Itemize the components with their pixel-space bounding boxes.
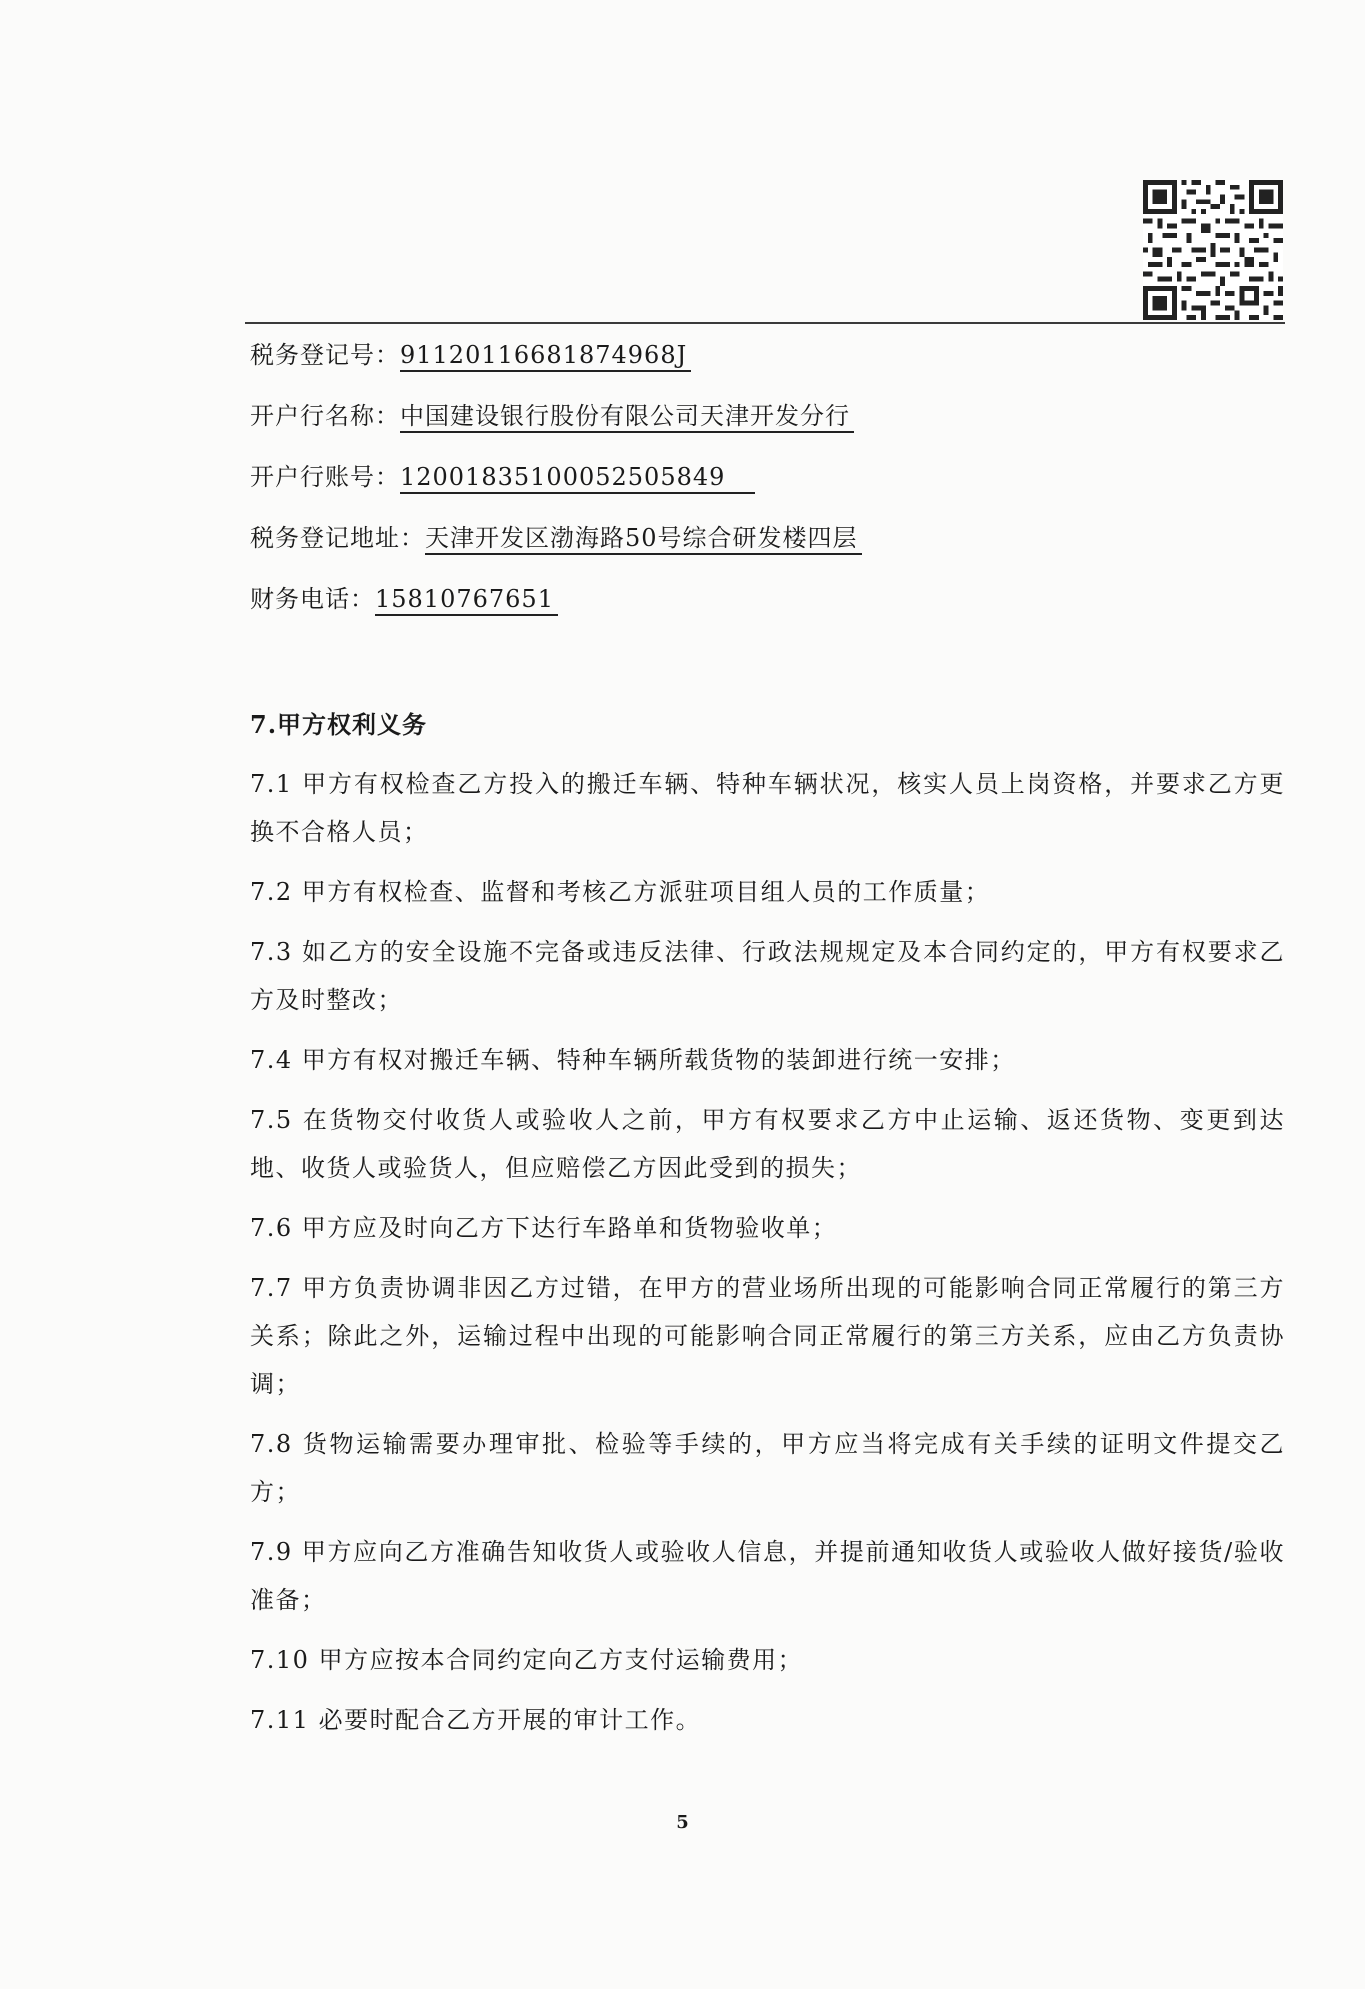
clause-7-10: 7.10 甲方应按本合同约定向乙方支付运输费用； <box>250 1646 804 1674</box>
bank-account-row <box>250 447 1250 508</box>
clause-7-2: 7.2 甲方有权检查、监督和考核乙方派驻项目组人员的工作质量； <box>250 878 991 906</box>
info-label: 开户行名称： <box>250 402 400 430</box>
finance-phone-row <box>250 569 1250 630</box>
header-divider <box>245 322 1285 324</box>
clause-7-1: 7.1 甲方有权检查乙方投入的搬迁车辆、特种车辆状况，核实人员上岗资格，并要求乙方更换不合格人员； <box>250 770 1285 846</box>
info-value: 中国建设银行股份有限公司天津开发分行 <box>400 401 854 433</box>
info-value: 12001835100052505849 <box>400 462 755 494</box>
tax-registration-number-row <box>250 325 1250 386</box>
info-value: 15810767651 <box>375 584 558 616</box>
clause-7-5: 7.5 在货物交付收货人或验收人之前，甲方有权要求乙方中止运输、返还货物、变更到达地、收货人或验货人，但应赔偿乙方因此受到的损失； <box>250 1106 1285 1182</box>
clause-7-8: 7.8 货物运输需要办理审批、检验等手续的，甲方应当将完成有关手续的证明文件提交乙方； <box>250 1430 1285 1506</box>
account-info <box>250 325 1250 630</box>
page-number: 5 <box>676 1812 689 1833</box>
info-label: 税务登记地址： <box>250 524 425 552</box>
section-title: 7.甲方权利义务 <box>250 710 428 739</box>
bank-name-row <box>250 386 1250 447</box>
clause-7-9: 7.9 甲方应向乙方准确告知收货人或验收人信息，并提前通知收货人或验收人做好接货/验收准备； <box>250 1538 1285 1614</box>
clause-7-11: 7.11 必要时配合乙方开展的审计工作。 <box>250 1706 702 1734</box>
info-label: 开户行账号： <box>250 463 400 491</box>
clause-7-3: 7.3 如乙方的安全设施不完备或违反法律、行政法规规定及本合同约定的，甲方有权要求乙方及时整改； <box>250 938 1285 1014</box>
info-value: 天津开发区渤海路50号综合研发楼四层 <box>425 523 862 555</box>
qr-code-icon <box>1143 180 1283 320</box>
clause-7-4: 7.4 甲方有权对搬迁车辆、特种车辆所载货物的装卸进行统一安排； <box>250 1046 1016 1074</box>
info-label: 财务电话： <box>250 585 375 613</box>
info-value: 91120116681874968J <box>400 340 691 372</box>
info-label: 税务登记号： <box>250 341 400 369</box>
clause-7-6: 7.6 甲方应及时向乙方下达行车路单和货物验收单； <box>250 1214 838 1242</box>
tax-address-row <box>250 508 1250 569</box>
clause-7-7: 7.7 甲方负责协调非因乙方过错，在甲方的营业场所出现的可能影响合同正常履行的第三方关系；除此之外，运输过程中出现的可能影响合同正常履行的第三方关系，应由乙方负责协调； <box>250 1274 1285 1398</box>
party-a-rights-section <box>250 700 1285 1756</box>
